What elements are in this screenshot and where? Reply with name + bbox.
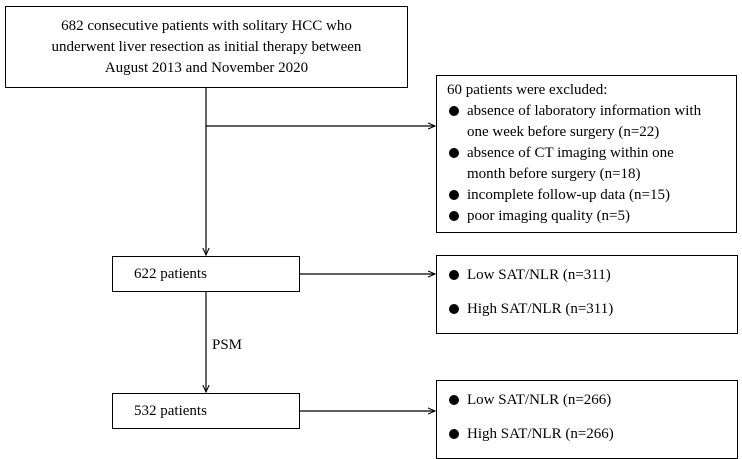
stage2-groups-box: [436, 380, 738, 459]
stage1-box: [112, 256, 300, 292]
group-high-item: High SAT/NLR (n=266): [447, 424, 737, 445]
exclusion-item: [447, 185, 736, 206]
exclusion-title: 60 patients were excluded:: [447, 82, 608, 98]
stage2-box: [112, 393, 300, 429]
exclusion-item-line: month before surgery (n=18): [467, 166, 641, 182]
cohort-line: underwent liver resection as initial therapy between: [51, 38, 362, 55]
exclusion-item-line: incomplete follow-up data (n=15): [467, 187, 670, 203]
cohort-line: 682 consecutive patients with solitary HCC who: [61, 17, 352, 34]
cohort-box: [5, 6, 408, 88]
exclusion-box: [436, 75, 737, 233]
group-high-item: High SAT/NLR (n=311): [447, 299, 737, 320]
group-low-item: Low SAT/NLR (n=266): [447, 390, 737, 411]
exclusion-item-line: poor imaging quality (n=5): [467, 208, 631, 224]
exclusion-item: [447, 206, 736, 227]
cohort-line: August 2013 and November 2020: [104, 59, 309, 76]
exclusion-item-line: absence of CT imaging within one: [467, 145, 674, 161]
exclusion-item-line: absence of laboratory information with: [467, 103, 702, 119]
exclusion-item-line: one week before surgery (n=22): [467, 124, 660, 140]
stage1-groups-box: [436, 255, 738, 334]
group-low-item: Low SAT/NLR (n=311): [447, 265, 737, 286]
exclusion-item: [447, 101, 736, 143]
stage1-label: 622 patients: [134, 266, 207, 282]
psm-label: PSM: [212, 337, 243, 353]
exclusion-item: [447, 143, 736, 185]
stage2-label: 532 patients: [134, 403, 207, 419]
